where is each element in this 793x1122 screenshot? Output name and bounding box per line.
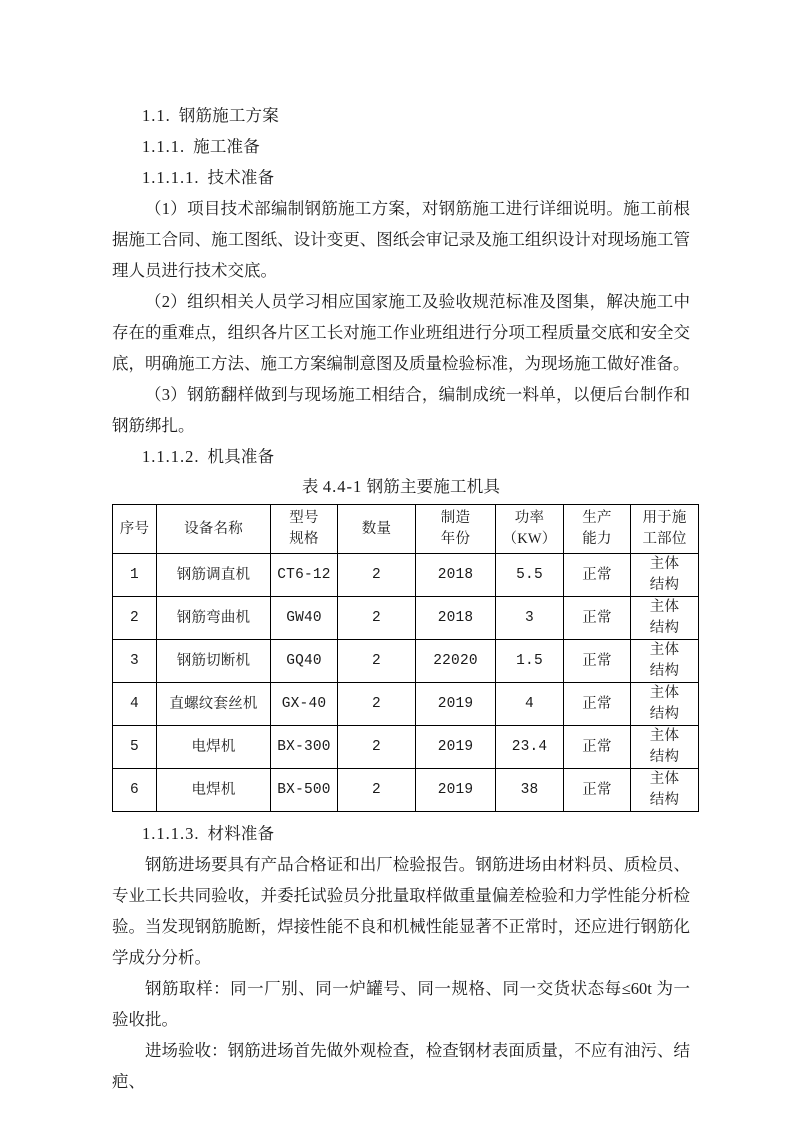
heading-text: 钢筋施工方案 (178, 106, 279, 125)
cell-part-line-2: 结构 (649, 620, 680, 636)
heading-text: 技术准备 (207, 168, 275, 187)
header-line-1: 设备名称 (184, 520, 243, 537)
cell-equipment-name: 钢筋弯曲机 (157, 597, 271, 640)
table-caption-prefix: 表 (301, 477, 319, 496)
header-cell-manufacture-year (416, 505, 496, 554)
header-line-1: 用于施 (642, 510, 687, 526)
header-line-1: 数量 (361, 520, 392, 537)
table-row (113, 554, 699, 597)
cell-part-line-2: 结构 (649, 706, 680, 722)
cell-capacity: 正常 (564, 726, 631, 769)
cell-power: 4 (496, 683, 564, 726)
cell-model-spec: CT6-12 (271, 554, 338, 597)
heading-material-preparation (112, 818, 690, 849)
cell-no: 4 (113, 683, 157, 726)
cell-part-line-1: 主体 (649, 599, 680, 615)
cell-equipment-name: 电焊机 (157, 726, 271, 769)
cell-part-line-1: 主体 (649, 642, 680, 658)
cell-capacity: 正常 (564, 769, 631, 812)
paragraph-technical-2: （2）组织相关人员学习相应国家施工及验收规范标准及图集，解决施工中存在的重难点，组织各片区工长对施工作业班组进行分项工程质量交底和安全交底，明确施工方法、施工方案编制意图及质量检验标准，为现场施工做好准备。 (112, 292, 690, 373)
cell-equipment-name: 电焊机 (157, 769, 271, 812)
cell-power: 23.4 (496, 726, 564, 769)
heading-number: 1.1.1.2. (142, 447, 200, 466)
cell-manufacture-year: 2018 (416, 554, 496, 597)
heading-number: 1.1.1.3. (142, 824, 200, 843)
cell-capacity: 正常 (564, 683, 631, 726)
header-cell-power (496, 505, 564, 554)
cell-construction-part (631, 769, 699, 812)
header-line-1: 生产 (582, 510, 612, 526)
cell-model-spec: GW40 (271, 597, 338, 640)
cell-part-line-2: 结构 (649, 663, 680, 679)
cell-construction-part (631, 726, 699, 769)
header-cell-no (113, 505, 157, 554)
cell-quantity: 2 (338, 726, 416, 769)
header-cell-construction-part (631, 505, 699, 554)
cell-power: 1.5 (496, 640, 564, 683)
cell-no: 5 (113, 726, 157, 769)
header-cell-model-spec (271, 505, 338, 554)
cell-part-line-1: 主体 (649, 556, 680, 572)
cell-model-spec: BX-500 (271, 769, 338, 812)
cell-quantity: 2 (338, 769, 416, 812)
cell-part-line-1: 主体 (649, 728, 680, 744)
header-line-1: 制造 (440, 510, 471, 526)
header-cell-equipment-name (157, 505, 271, 554)
paragraph-material-1: 钢筋进场要具有产品合格证和出厂检验报告。钢筋进场由材料员、质检员、专业工长共同验收，并委托试验员分批量取样做重量偏差检验和力学性能分析检验。当发现钢筋脆断，焊接性能不良和机械性能显著不正常时，还应进行钢筋化学成分分析。 (112, 855, 690, 967)
cell-no: 1 (113, 554, 157, 597)
cell-part-line-1: 主体 (649, 685, 680, 701)
cell-power: 38 (496, 769, 564, 812)
cell-equipment-name: 钢筋切断机 (157, 640, 271, 683)
cell-manufacture-year: 2018 (416, 597, 496, 640)
cell-equipment-name: 钢筋调直机 (157, 554, 271, 597)
cell-manufacture-year: 2019 (416, 726, 496, 769)
cell-part-line-2: 结构 (649, 577, 680, 593)
table-caption (112, 472, 690, 502)
paragraph-material-acceptance: 进场验收：钢筋进场首先做外观检查，检查钢材表面质量，不应有油污、结疤、 (112, 1041, 690, 1091)
heading-text: 施工准备 (193, 137, 260, 156)
cell-construction-part (631, 640, 699, 683)
cell-quantity: 2 (338, 683, 416, 726)
table-row (113, 726, 699, 769)
cell-model-spec: BX-300 (271, 726, 338, 769)
cell-capacity: 正常 (564, 597, 631, 640)
header-line-2: 能力 (582, 531, 612, 547)
cell-quantity: 2 (338, 597, 416, 640)
cell-part-line-2: 结构 (649, 792, 680, 808)
heading-construction-preparation (112, 131, 690, 162)
header-line-1: 型号 (289, 510, 319, 526)
table-header-row (113, 505, 699, 554)
header-line-1: 序号 (119, 520, 150, 537)
cell-model-spec: GX-40 (271, 683, 338, 726)
cell-part-line-1: 主体 (649, 771, 680, 787)
cell-manufacture-year: 2019 (416, 683, 496, 726)
cell-power: 3 (496, 597, 564, 640)
header-cell-quantity (338, 505, 416, 554)
table-row (113, 640, 699, 683)
heading-steel-construction-plan (112, 100, 690, 131)
machines-table (112, 504, 699, 812)
cell-part-line-2: 结构 (649, 749, 680, 765)
cell-no: 2 (113, 597, 157, 640)
heading-number: 1.1.1. (142, 137, 186, 156)
heading-technical-preparation (112, 162, 690, 193)
cell-quantity: 2 (338, 554, 416, 597)
header-cell-capacity (564, 505, 631, 554)
cell-construction-part (631, 597, 699, 640)
heading-machine-preparation (112, 441, 690, 472)
table-row (113, 769, 699, 812)
paragraph-technical-1: （1）项目技术部编制钢筋施工方案，对钢筋施工进行详细说明。施工前根据施工合同、施工图纸、设计变更、图纸会审记录及施工组织设计对现场施工管理人员进行技术交底。 (112, 199, 690, 280)
heading-text: 机具准备 (207, 447, 275, 466)
cell-manufacture-year: 2019 (416, 769, 496, 812)
cell-capacity: 正常 (564, 554, 631, 597)
cell-construction-part (631, 554, 699, 597)
header-line-2: 年份 (440, 531, 471, 547)
cell-no: 6 (113, 769, 157, 812)
table-row (113, 597, 699, 640)
header-line-1: 功率 (514, 510, 545, 526)
table-row (113, 683, 699, 726)
cell-construction-part (631, 683, 699, 726)
cell-equipment-name: 直螺纹套丝机 (157, 683, 271, 726)
header-line-2: （KW） (502, 531, 557, 547)
cell-manufacture-year: 22020 (416, 640, 496, 683)
heading-text: 材料准备 (207, 824, 275, 843)
heading-number: 1.1. (142, 106, 171, 125)
paragraph-material-sampling: 钢筋取样：同一厂别、同一炉罐号、同一规格、同一交货状态每≤60t 为一验收批。 (112, 979, 690, 1029)
header-line-2: 规格 (289, 531, 319, 547)
cell-capacity: 正常 (564, 640, 631, 683)
cell-model-spec: GQ40 (271, 640, 338, 683)
paragraph-technical-3: （3）钢筋翻样做到与现场施工相结合，编制成统一料单，以便后台制作和钢筋绑扎。 (112, 385, 690, 435)
cell-no: 3 (113, 640, 157, 683)
cell-power: 5.5 (496, 554, 564, 597)
heading-number: 1.1.1.1. (142, 168, 200, 187)
table-caption-title: 钢筋主要施工机具 (366, 477, 501, 496)
cell-quantity: 2 (338, 640, 416, 683)
table-caption-number: 4.4-1 (322, 477, 363, 496)
header-line-2: 工部位 (642, 531, 687, 547)
